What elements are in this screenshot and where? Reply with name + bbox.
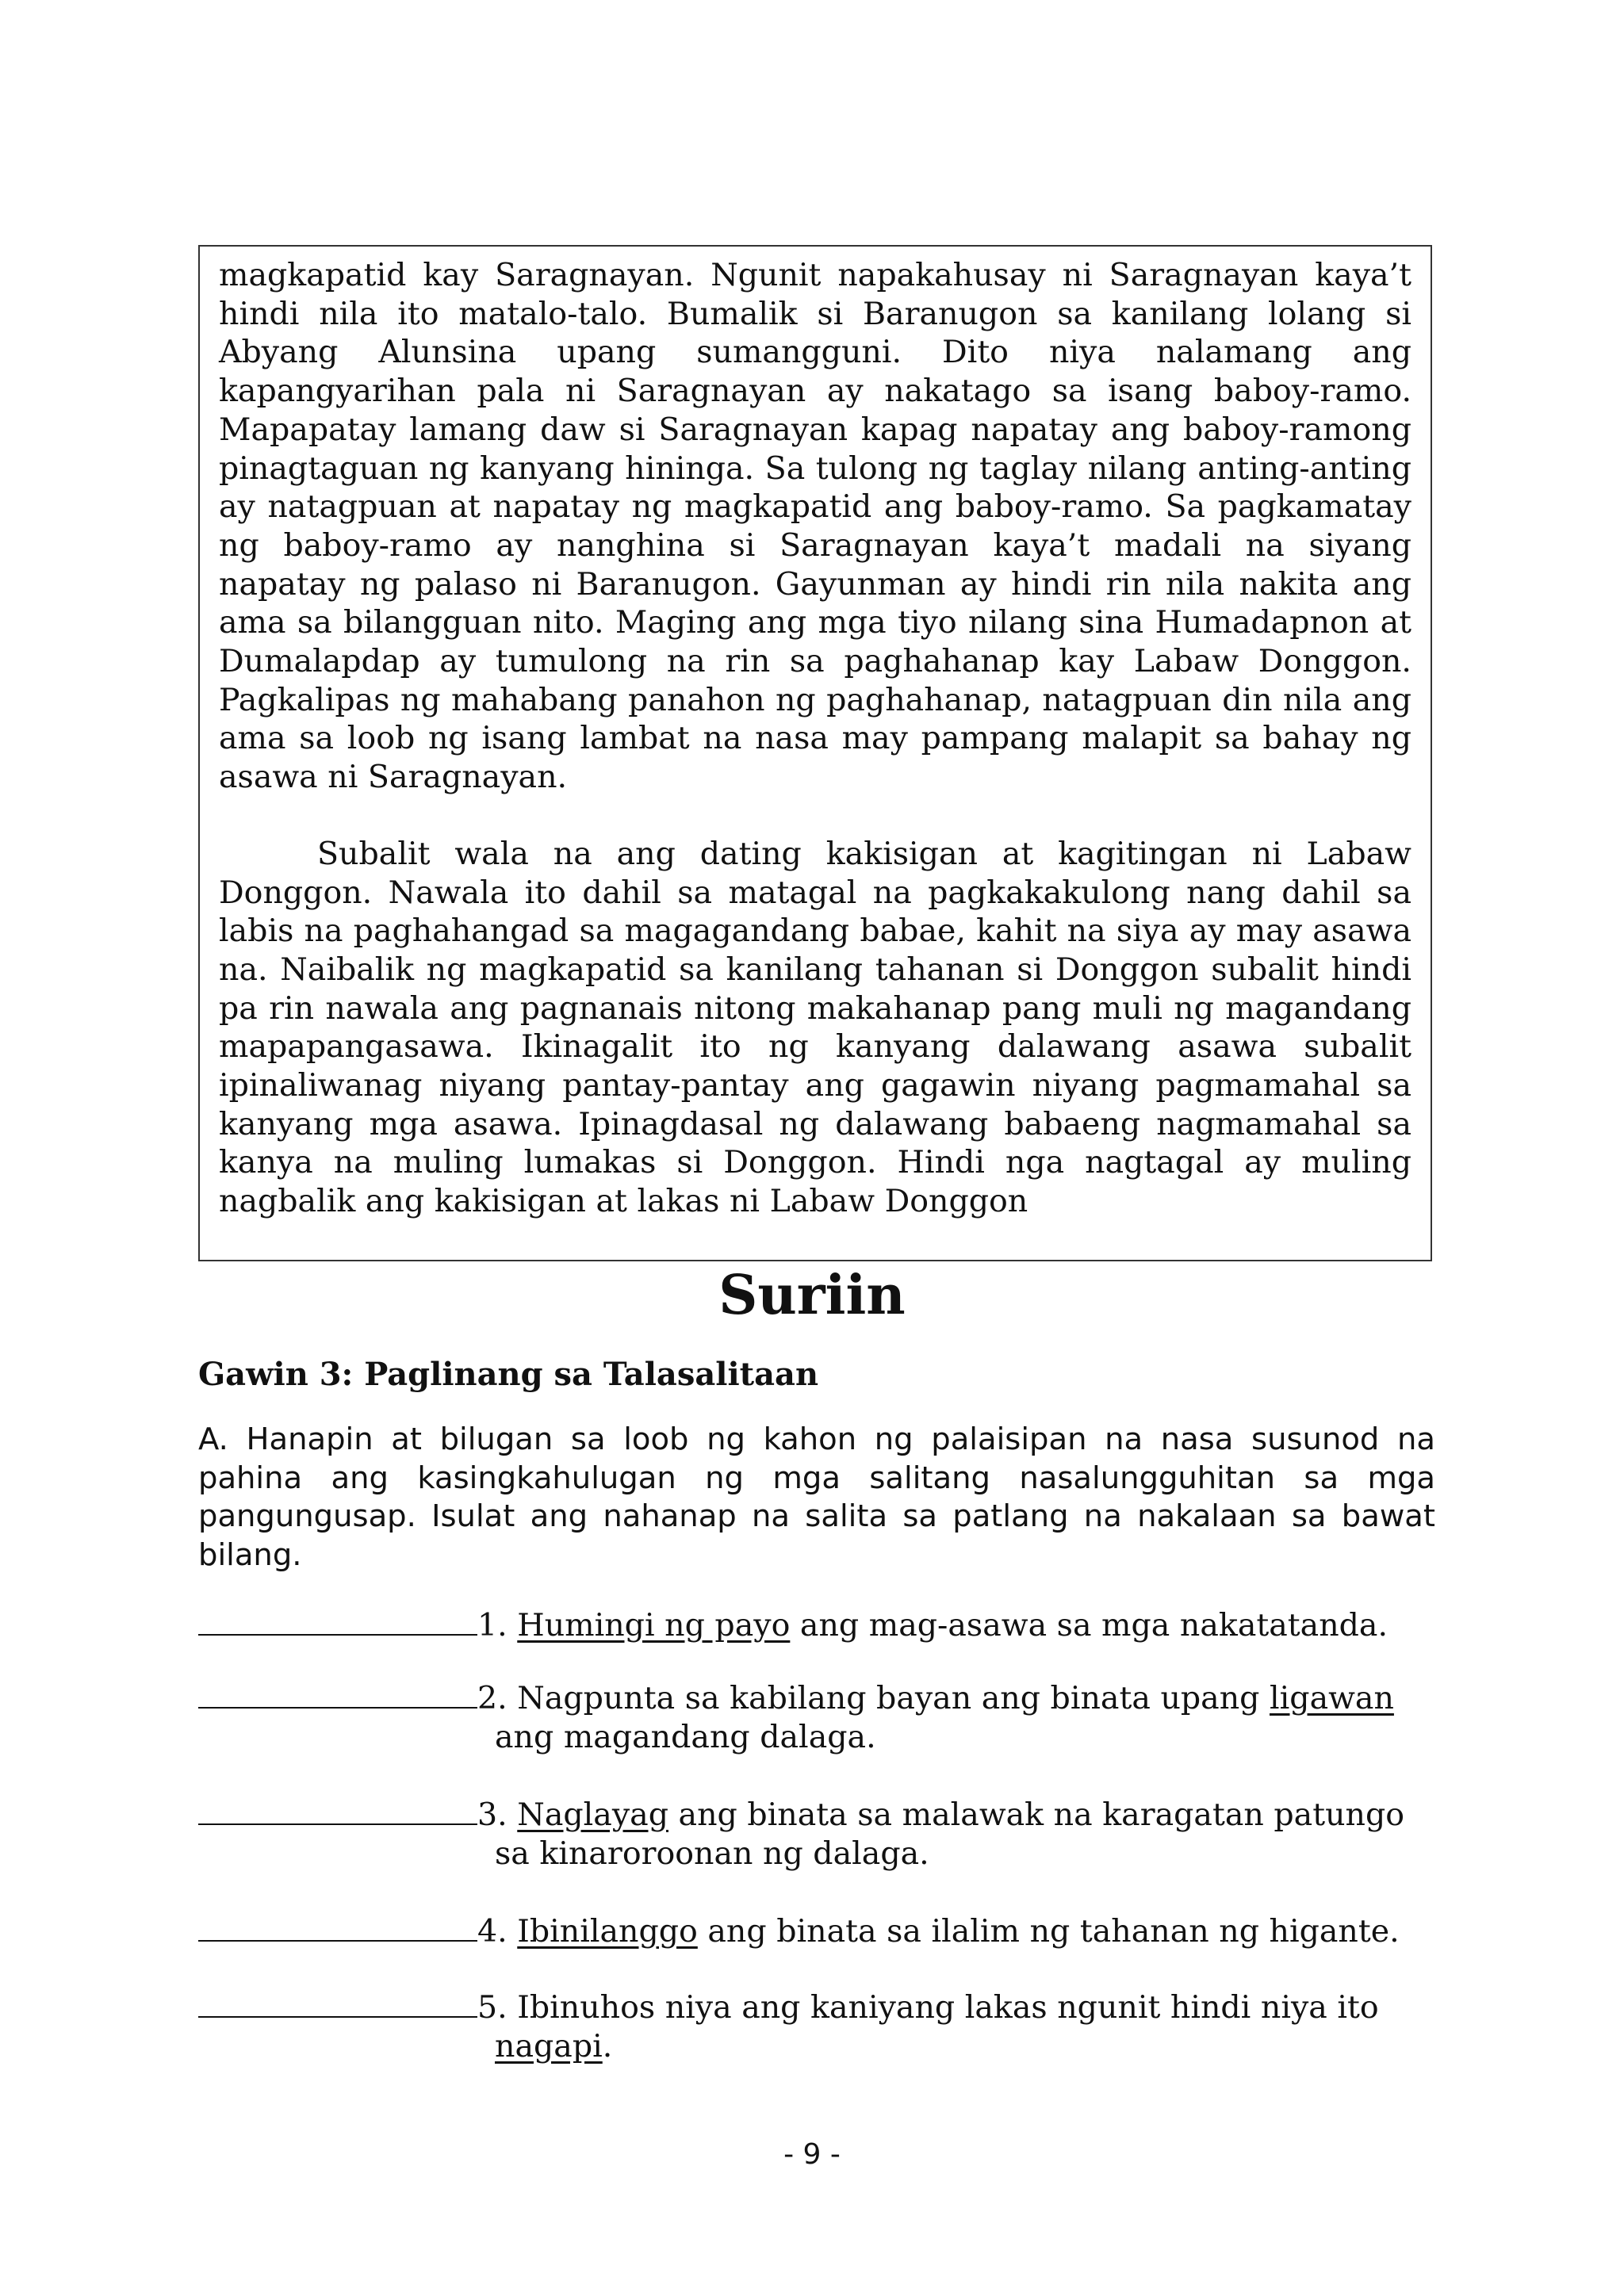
item-text: Nagpunta sa kabilang bayan ang binata upang xyxy=(517,1680,1270,1716)
answer-blank-4[interactable] xyxy=(198,1916,477,1942)
item-number: 3. xyxy=(477,1797,518,1833)
vocab-item-1 xyxy=(198,1606,1467,1645)
item-text: . xyxy=(602,2028,613,2064)
story-paragraph-2: Subalit wala na ang dating kakisigan at kagitingan ni Labaw Donggon. Nawala ito dahil sa matagal na pagkakakulong nang dahil sa labis na paghahangad sa magagandang babae, kahit na siya ay may asawa na. Naibalik ng magkapatid sa kanilang tahanan si Donggon subalit hindi pa rin nawala ang pagnanais nitong makahanap pang muli ng magandang mapapangasawa. Ikinagalit ito ng kanyang dalawang asawa subalit ipinaliwanag niyang pantay-pantay ang gagawin niyang pagmamahal sa kanyang mga asawa. Ipinagdasal ng dalawang babaeng nagmamahal sa kanya na muling lumakas si Donggon. Hindi nga nagtagal ay muling nagbalik ang kakisigan at lakas ni Labaw Donggon xyxy=(219,835,1411,1220)
section-title: Suriin xyxy=(718,1264,906,1327)
answer-blank-2[interactable] xyxy=(198,1683,477,1709)
vocab-item-2 xyxy=(198,1679,1467,1757)
item-number: 2. xyxy=(477,1680,518,1716)
item-number: 1. xyxy=(477,1607,518,1644)
item-number: 4. xyxy=(477,1913,518,1950)
vocab-item-4 xyxy=(198,1912,1467,1951)
item-text: ang mag-asawa sa mga nakatatanda. xyxy=(790,1607,1388,1644)
item-text: ang binata sa ilalim ng tahanan ng higante. xyxy=(697,1913,1400,1950)
item-text: ang binata sa malawak na karagatan patungo xyxy=(668,1797,1405,1833)
item-text: Ibinuhos niya ang kaniyang lakas ngunit hindi niya ito xyxy=(517,1989,1379,2026)
underlined-word: Ibinilanggo xyxy=(517,1913,698,1950)
item-text-continued: ang magandang dalaga. xyxy=(495,1719,876,1755)
answer-blank-3[interactable] xyxy=(198,1800,477,1825)
underlined-word: Naglayag xyxy=(517,1797,668,1833)
page-number: - 9 - xyxy=(783,2138,841,2171)
instructions: A. Hanapin at bilugan sa loob ng kahon ng palaisipan na nasa susunod na pahina ang kasingkahulugan ng mga salitang nasalungguhitan sa mga pangungusap. Isulat ang nahanap na salita sa patlang na nakalaan sa bawat bilang. xyxy=(198,1422,1435,1573)
item-number: 5. xyxy=(477,1989,518,2026)
answer-blank-1[interactable] xyxy=(198,1610,477,1636)
underlined-word: Humingi ng payo xyxy=(517,1607,791,1644)
activity-title: Gawin 3: Paglinang sa Talasalitaan xyxy=(198,1356,819,1393)
vocab-item-5 xyxy=(198,1988,1467,2066)
underlined-word: ligawan xyxy=(1270,1680,1394,1716)
story-box xyxy=(198,245,1432,1261)
underlined-word: nagapi xyxy=(495,2028,603,2064)
vocab-item-3 xyxy=(198,1796,1467,1873)
answer-blank-5[interactable] xyxy=(198,1992,477,2018)
item-text-continued: sa kinaroroonan ng dalaga. xyxy=(495,1835,929,1872)
story-paragraph-1: magkapatid kay Saragnayan. Ngunit napakahusay ni Saragnayan kaya’t hindi nila ito matalo-talo. Bumalik si Baranugon sa kanilang lolang si Abyang Alunsina upang sumangguni. Dito niya nalamang ang kapangyarihan pala ni Saragnayan ay nakatago sa isang baboy-ramo. Mapapatay lamang daw si Saragnayan kapag napatay ang baboy-ramong pinagtaguan ng kanyang hininga. Sa tulong ng taglay nilang anting-anting ay natagpuan at napatay ng magkapatid ang baboy-ramo. Sa pagkamatay ng baboy-ramo ay nanghina si Saragnayan kaya’t madali na siyang napatay ng palaso ni Baranugon. Gayunman ay hindi rin nila nakita ang ama sa bilangguan nito. Maging ang mga tiyo nilang sina Humadapnon at Dumalapdap ay tumulong na rin sa paghahanap kay Labaw Donggon. Pagkalipas ng mahabang panahon ng paghahanap, natagpuan din nila ang ama sa loob ng isang lambat na nasa may pampang malapit sa bahay ng asawa ni Saragnayan. xyxy=(219,257,1411,796)
